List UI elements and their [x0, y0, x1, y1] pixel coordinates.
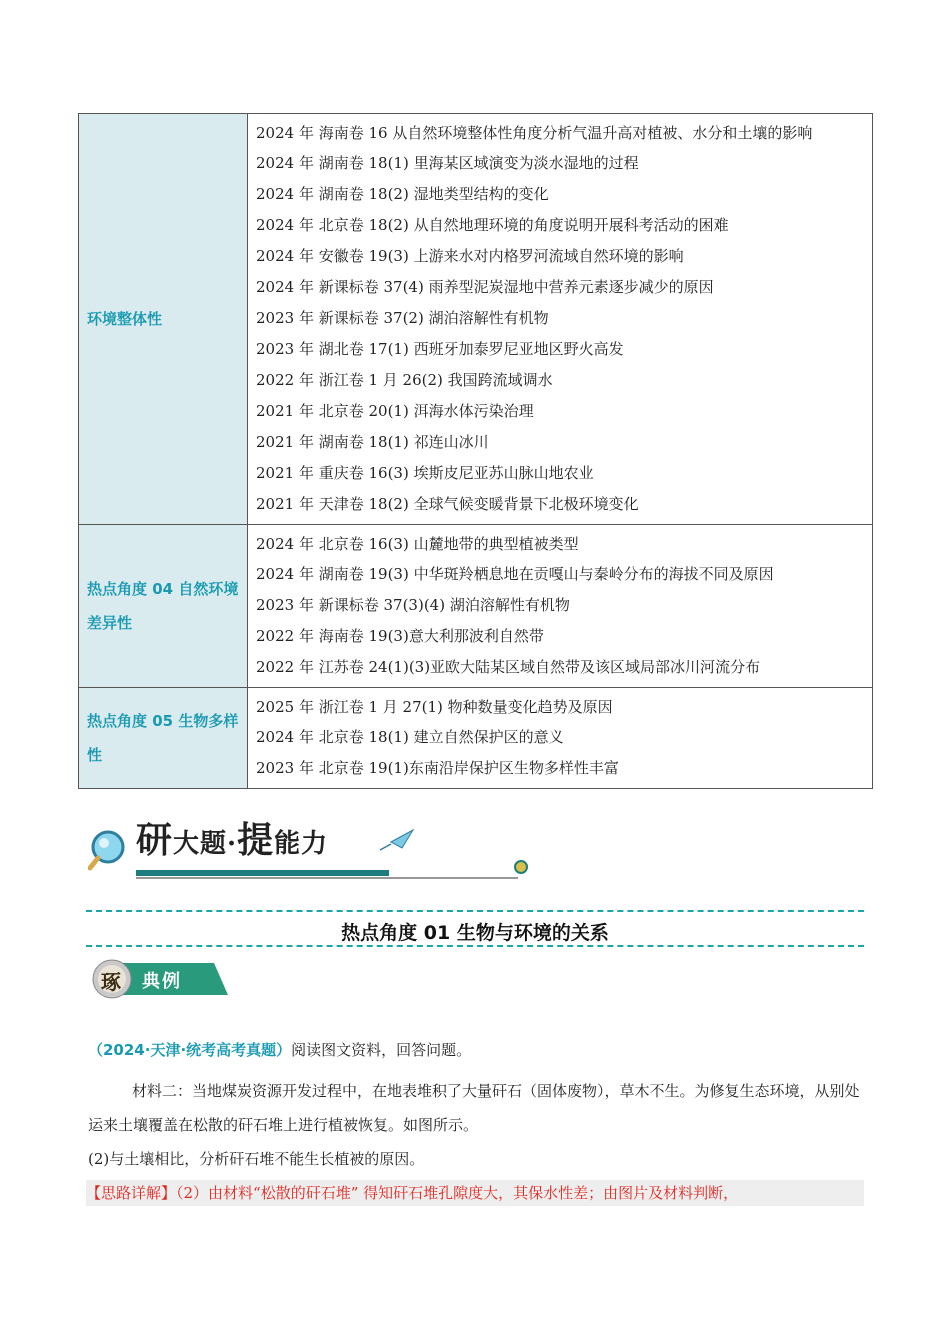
exam-item: 2024 年 北京卷 16(3) 山麓地带的典型植被类型 [256, 535, 579, 553]
question-prompt: 阅读图文资料，回答问题。 [291, 1041, 472, 1059]
table-row [79, 525, 873, 688]
exam-item: 2023 年 新课标卷 37(3)(4) 湖泊溶解性有机物 [256, 596, 570, 614]
exam-item: 2024 年 湖南卷 18(1) 里海某区域演变为淡水湿地的过程 [256, 154, 639, 172]
magnifier-icon [90, 832, 123, 868]
category-cell: 热点角度 05 生物多样性 [79, 688, 248, 789]
hint-box [86, 1180, 864, 1206]
hint-text: 【思路详解】（2）由材料“松散的矸石堆” 得知矸石堆孔隙度大，其保水性差；由图片及材料判断， [86, 1184, 739, 1202]
exam-item: 2021 年 湖南卷 18(1) 祁连山冰川 [256, 433, 489, 451]
exam-item: 2023 年 新课标卷 37(2) 湖泊溶解性有机物 [256, 309, 549, 327]
exam-item: 2022 年 江苏卷 24(1)(3)亚欧大陆某区域自然带及该区域局部冰川河流分布 [256, 658, 761, 676]
question-material: 材料二：当地煤炭资源开发过程中，在地表堆积了大量矸石（固体废物），草木不生。为修复生态环境，从别处运来土壤覆盖在松散的矸石堆上进行植被恢复。如图所示。 [88, 1082, 860, 1134]
exam-item: 2022 年 浙江卷 1 月 26(2) 我国跨流域调水 [256, 371, 553, 389]
exam-item: 2024 年 湖南卷 18(2) 湿地类型结构的变化 [256, 185, 549, 203]
divider-bottom [86, 945, 864, 947]
exam-item: 2021 年 重庆卷 16(3) 埃斯皮尼亚苏山脉山地农业 [256, 464, 594, 482]
exam-item: 2024 年 安徽卷 19(3) 上游来水对内格罗河流域自然环境的影响 [256, 247, 684, 265]
example-label: 典例 [142, 971, 182, 992]
exam-item: 2023 年 湖北卷 17(1) 西班牙加泰罗尼亚地区野火高发 [256, 340, 624, 358]
question-intro [88, 1040, 864, 1060]
banner-text-2: 能力 [274, 829, 329, 859]
paper-plane-icon [380, 830, 413, 850]
table-row [79, 114, 873, 525]
table-row [79, 688, 873, 789]
example-seal: 琢 [101, 970, 121, 994]
exam-item: 2024 年 新课标卷 37(4) 雨养型泥炭湿地中营养元素逐步减少的原因 [256, 278, 714, 296]
exam-item: 2024 年 海南卷 16 从自然环境整体性角度分析气温升高对植被、水分和土壤的影响 [256, 124, 813, 142]
exam-item: 2024 年 湖南卷 19(3) 中华斑羚栖息地在贡嘎山与秦岭分布的海拔不同及原因 [256, 565, 774, 583]
exam-item: 2021 年 天津卷 18(2) 全球气候变暖背景下北极环境变化 [256, 495, 639, 513]
exam-item: 2023 年 北京卷 19(1)东南沿岸保护区生物多样性丰富 [256, 759, 619, 777]
section-banner [88, 812, 528, 887]
banner-text-1: 大题 [173, 829, 228, 859]
items-cell [248, 688, 873, 789]
exam-item: 2024 年 北京卷 18(1) 建立自然保护区的意义 [256, 728, 564, 746]
exam-item: 2024 年 北京卷 18(2) 从自然地理环境的角度说明开展科考活动的困难 [256, 216, 729, 234]
category-cell: 环境整体性 [79, 114, 248, 525]
exam-item: 2021 年 北京卷 20(1) 洱海水体污染治理 [256, 402, 534, 420]
exam-item: 2025 年 浙江卷 1 月 27(1) 物种数量变化趋势及原因 [256, 698, 613, 716]
category-cell: 热点角度 04 自然环境差异性 [79, 525, 248, 688]
example-tag [88, 958, 233, 1002]
items-cell [248, 525, 873, 688]
section-title: 热点角度 01 生物与环境的关系 [341, 922, 609, 944]
exam-item: 2022 年 海南卷 19(3)意大利那波利自然带 [256, 627, 544, 645]
banner-char-yan: 研 [136, 819, 174, 861]
banner-char-ti: 提 [237, 819, 275, 861]
question-source: （2024·天津·统考高考真题） [88, 1041, 292, 1059]
divider-top [86, 910, 864, 912]
items-cell [248, 114, 873, 525]
banner-dot: · [227, 829, 238, 859]
banner-title [136, 812, 328, 863]
hotspot-table [78, 113, 873, 789]
sub-question: (2)与土壤相比，分析矸石堆不能生长植被的原因。 [88, 1150, 425, 1168]
